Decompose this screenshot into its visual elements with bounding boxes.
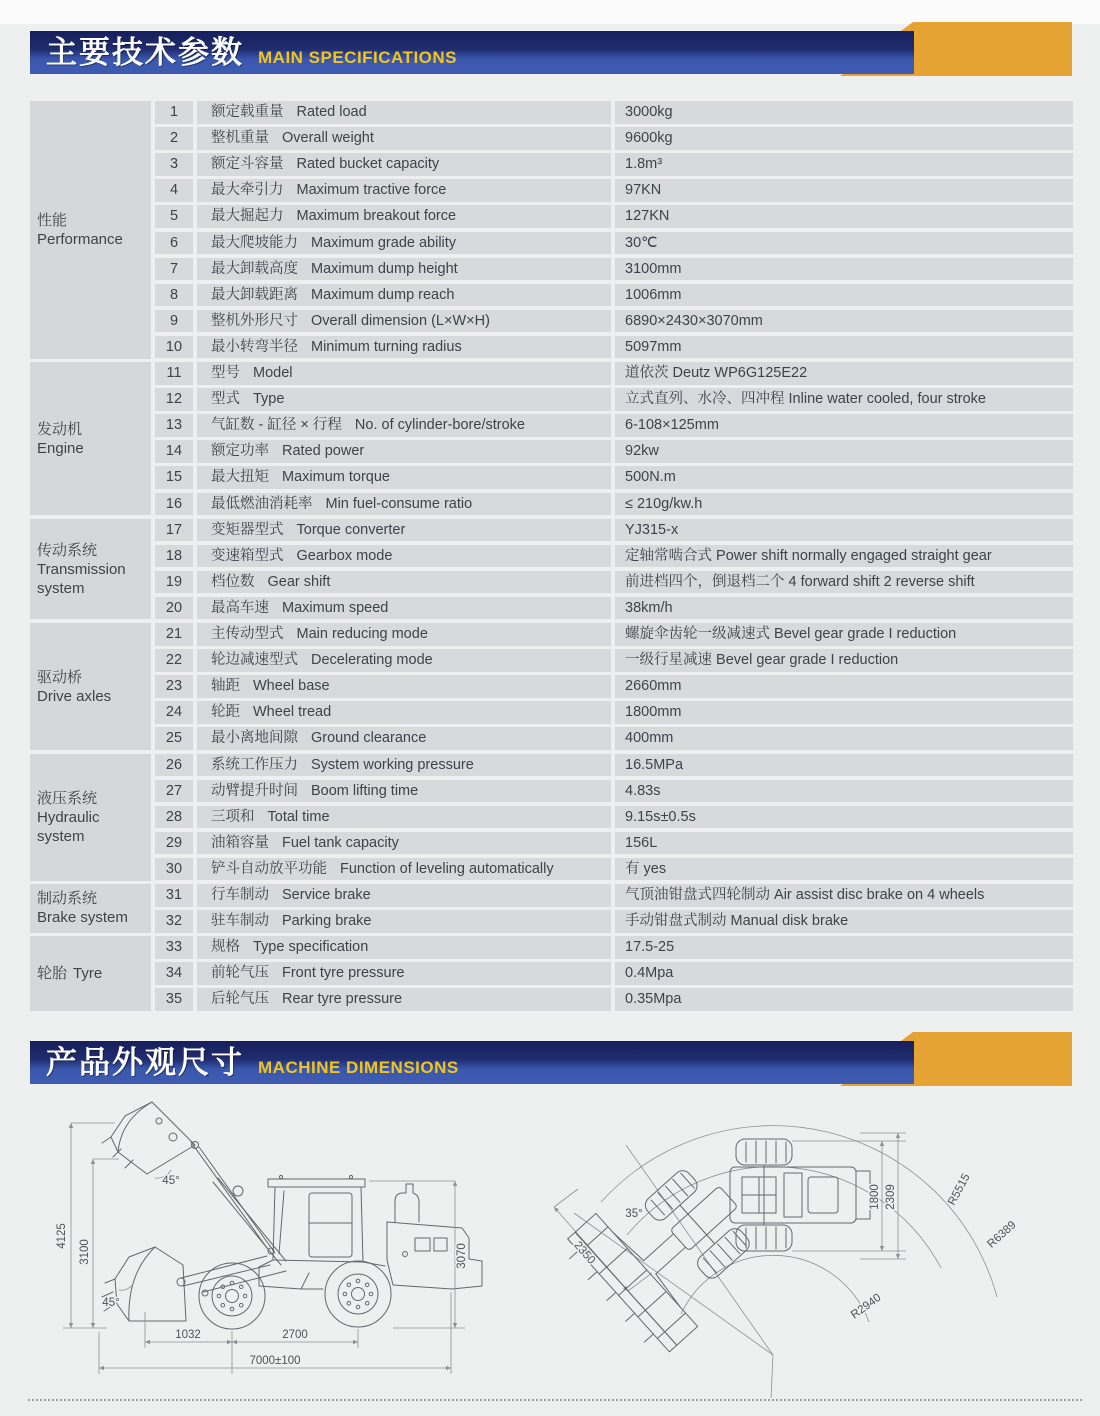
spec-name-zh: 最低燃油消耗率 [211, 495, 313, 512]
spec-row-value: 立式直列、水冷、四冲程 Inline water cooled, four stroke [615, 388, 1073, 411]
spec-name-en: Total time [267, 808, 330, 825]
spec-row-value: 92kw [615, 440, 1073, 463]
category-label-en: Brake system [37, 909, 128, 927]
spec-row-number: 9 [155, 310, 193, 333]
spec-row-name [197, 519, 611, 542]
spec-row-name [197, 336, 611, 359]
spec-row-number: 7 [155, 258, 193, 281]
spec-name-en: No. of cylinder-bore/stroke [354, 417, 525, 434]
spec-row-value: 16.5MPa [615, 754, 1073, 777]
category-label-en: Performance [37, 230, 123, 248]
table-row [155, 101, 1073, 124]
spec-row-number: 12 [155, 388, 193, 411]
loader-top-view-art [559, 1139, 870, 1360]
dim-label-overall-length: 7000±100 [249, 1355, 301, 1367]
dim-label-3070: 3070 [456, 1243, 468, 1269]
spec-row-value: 1800mm [615, 701, 1073, 724]
table-row [155, 936, 1073, 959]
category-block [30, 101, 151, 359]
spec-name-en: Maximum grade ability [311, 234, 457, 251]
spec-name-en: Maximum dump height [311, 260, 458, 277]
category-label [37, 889, 128, 927]
spec-row-number: 25 [155, 727, 193, 750]
dim-label-angle-bottom: 45° [102, 1297, 120, 1309]
dim-label-1032: 1032 [175, 1329, 201, 1341]
spec-name-zh: 整机外形尺寸 [211, 312, 298, 329]
spec-row-value: 有 yes [615, 858, 1073, 881]
category-label [37, 789, 141, 846]
category-label-en: Engine [37, 439, 84, 457]
loader-side-view-art [102, 1102, 482, 1329]
table-row [155, 545, 1073, 568]
spec-row-value: ≤ 210g/kw.h [615, 493, 1073, 516]
header-bar [30, 31, 914, 74]
table-row [155, 127, 1073, 150]
spec-row-name [197, 754, 611, 777]
spec-name-en: Parking brake [282, 913, 372, 930]
spec-name-zh: 轮距 [211, 704, 240, 721]
dim-label-2309: 2309 [885, 1184, 897, 1210]
spec-name-en: Maximum speed [282, 599, 389, 616]
spec-row-value: 17.5-25 [615, 936, 1073, 959]
table-row [155, 754, 1073, 777]
spec-name-en: System working pressure [311, 756, 474, 773]
spec-name-en: Wheel tread [253, 704, 332, 721]
spec-row-number: 29 [155, 832, 193, 855]
bottom-perforation-line [28, 1399, 1082, 1401]
header-title-zh: 产品外观尺寸 [46, 1045, 244, 1080]
spec-row-name [197, 414, 611, 437]
spec-row-name [197, 988, 611, 1011]
dim-label-2700: 2700 [282, 1329, 308, 1341]
spec-row-value: 3100mm [615, 258, 1073, 281]
spec-row-number: 31 [155, 884, 193, 907]
spec-name-zh: 驻车制动 [211, 913, 269, 930]
spec-row-number: 26 [155, 754, 193, 777]
spec-name-zh: 轴距 [211, 678, 240, 695]
spec-row-number: 18 [155, 545, 193, 568]
spec-row-number: 6 [155, 232, 193, 255]
table-row [155, 414, 1073, 437]
spec-name-zh: 最小离地间隙 [211, 730, 298, 747]
spec-row-name [197, 858, 611, 881]
spec-row-name [197, 284, 611, 307]
radius-label-outer: R6389 [985, 1218, 1019, 1251]
spec-row-number: 15 [155, 466, 193, 489]
spec-name-zh: 最大卸载高度 [211, 260, 298, 277]
spec-row-value: 97KN [615, 179, 1073, 202]
spec-row-name [197, 362, 611, 385]
turning-radius-arcs [554, 1126, 997, 1398]
spec-name-en: Maximum torque [282, 469, 390, 486]
spec-name-zh: 最小转弯半径 [211, 338, 298, 355]
spec-name-en: Rear tyre pressure [282, 991, 403, 1008]
spec-name-zh: 变矩器型式 [211, 521, 284, 538]
spec-row-value: 4.83s [615, 780, 1073, 803]
category-label [37, 211, 123, 249]
side-view-drawing [55, 1090, 485, 1392]
table-row [155, 336, 1073, 359]
spec-row-number: 34 [155, 962, 193, 985]
spec-name-en: Model [253, 365, 293, 381]
spec-row-number: 32 [155, 910, 193, 933]
radius-label-mid: R5515 [946, 1171, 973, 1208]
spec-row-value: 6890×2430×3070mm [615, 310, 1073, 333]
spec-name-zh: 轮边减速型式 [211, 652, 298, 669]
spec-name-en: Service brake [282, 887, 371, 903]
spec-row-name [197, 675, 611, 698]
dim-label-4125: 4125 [56, 1223, 68, 1249]
spec-name-zh: 档位数 [211, 573, 255, 590]
spec-row-value: 1.8m³ [615, 153, 1073, 176]
table-row [155, 858, 1073, 881]
spec-name-en: Min fuel-consume ratio [325, 495, 473, 512]
spec-name-en: Torque converter [296, 521, 406, 538]
spec-row-name [197, 310, 611, 333]
spec-name-zh: 三项和 [211, 808, 255, 825]
table-row [155, 388, 1073, 411]
spec-row-name [197, 127, 611, 150]
spec-name-zh: 系统工作压力 [211, 756, 298, 773]
spec-name-zh: 型号 [211, 365, 240, 381]
spec-row-name [197, 388, 611, 411]
category-label [37, 668, 111, 706]
category-block [30, 362, 151, 515]
spec-row-value: 3000kg [615, 101, 1073, 124]
radius-label-inner: R2940 [849, 1291, 884, 1322]
spec-name-en: Gearbox mode [296, 547, 393, 564]
spec-row-number: 24 [155, 701, 193, 724]
table-row [155, 205, 1073, 228]
header-title-en: MAIN SPECIFICATIONS [258, 48, 458, 67]
spec-name-en: Overall weight [282, 130, 374, 147]
spec-rows [155, 101, 1073, 1013]
category-block [30, 884, 151, 933]
spec-row-name [197, 832, 611, 855]
spec-row-value: 400mm [615, 727, 1073, 750]
header-title-en: MACHINE DIMENSIONS [258, 1058, 459, 1077]
spec-row-name [197, 727, 611, 750]
spec-name-zh: 最大扭矩 [211, 469, 269, 486]
spec-row-value: 5097mm [615, 336, 1073, 359]
spec-row-name [197, 545, 611, 568]
spec-row-value: 0.35Mpa [615, 988, 1073, 1011]
spec-name-en: Type [253, 391, 285, 408]
spec-row-number: 10 [155, 336, 193, 359]
table-row [155, 153, 1073, 176]
table-row [155, 701, 1073, 724]
spec-row-value: 9600kg [615, 127, 1073, 150]
table-row [155, 571, 1073, 594]
spec-row-number: 8 [155, 284, 193, 307]
spec-row-value: 道依茨 Deutz WP6G125E22 [615, 362, 1073, 385]
spec-row-name [197, 806, 611, 829]
spec-name-zh: 最大卸载距离 [211, 286, 298, 303]
spec-row-name [197, 179, 611, 202]
spec-row-number: 3 [155, 153, 193, 176]
spec-name-en: Ground clearance [311, 730, 427, 747]
spec-row-name [197, 623, 611, 646]
spec-name-zh: 最高车速 [211, 599, 269, 616]
spec-row-number: 20 [155, 597, 193, 620]
table-row [155, 258, 1073, 281]
spec-row-number: 5 [155, 205, 193, 228]
spec-name-en: Rated load [296, 104, 367, 120]
table-row [155, 806, 1073, 829]
spec-name-en: Gear shift [267, 573, 331, 590]
table-row [155, 519, 1073, 542]
table-row [155, 362, 1073, 385]
spec-name-zh: 铲斗自动放平功能 [211, 860, 327, 877]
category-label [37, 541, 141, 598]
spec-name-zh: 额定斗容量 [211, 156, 284, 173]
spec-row-name [197, 101, 611, 124]
spec-name-zh: 行车制动 [211, 887, 269, 903]
spec-row-name [197, 597, 611, 620]
spec-row-value: 螺旋伞齿轮一级减速式 Bevel gear grade I reduction [615, 623, 1073, 646]
spec-row-number: 21 [155, 623, 193, 646]
spec-row-value: 500N.m [615, 466, 1073, 489]
spec-row-number: 22 [155, 649, 193, 672]
spec-row-number: 19 [155, 571, 193, 594]
spec-row-value: 1006mm [615, 284, 1073, 307]
spec-row-name [197, 962, 611, 985]
spec-row-value: 127KN [615, 205, 1073, 228]
spec-row-number: 28 [155, 806, 193, 829]
table-row [155, 310, 1073, 333]
spec-row-number: 11 [155, 362, 193, 385]
spec-row-value: 定轴常啮合式 Power shift normally engaged straight gear [615, 545, 1073, 568]
spec-row-name [197, 232, 611, 255]
spec-name-zh: 最大牵引力 [211, 182, 284, 199]
spec-name-zh: 额定功率 [211, 443, 269, 460]
spec-name-en: Decelerating mode [311, 652, 433, 669]
table-row [155, 623, 1073, 646]
table-row [155, 440, 1073, 463]
spec-row-number: 1 [155, 101, 193, 124]
spec-row-number: 16 [155, 493, 193, 516]
page-top-margin [0, 0, 1100, 24]
spec-name-zh: 油箱容量 [211, 834, 269, 851]
category-label-zh: 制动系统 [37, 890, 98, 908]
spec-row-name [197, 571, 611, 594]
spec-name-en: Main reducing mode [296, 626, 428, 642]
spec-name-zh: 主传动型式 [211, 626, 284, 642]
top-view-drawing [530, 1085, 1090, 1400]
table-row [155, 962, 1073, 985]
dim-label-3100: 3100 [79, 1239, 91, 1265]
spec-row-value: 9.15s±0.5s [615, 806, 1073, 829]
spec-name-en: Overall dimension (L×W×H) [311, 312, 490, 329]
category-label-en: Hydraulic system [37, 808, 100, 845]
spec-row-name [197, 258, 611, 281]
header-bar [30, 1041, 914, 1084]
table-row [155, 179, 1073, 202]
spec-row-number: 27 [155, 780, 193, 803]
category-block [30, 936, 151, 1011]
spec-name-en: Rated power [282, 443, 365, 460]
spec-name-en: Function of leveling automatically [340, 860, 554, 877]
spec-name-en: Minimum turning radius [311, 338, 462, 355]
table-row [155, 649, 1073, 672]
spec-row-name [197, 440, 611, 463]
spec-row-value: 156L [615, 832, 1073, 855]
spec-row-name [197, 466, 611, 489]
category-label [37, 420, 84, 458]
spec-row-number: 13 [155, 414, 193, 437]
header-title-zh: 主要技术参数 [46, 35, 244, 70]
category-block [30, 519, 151, 620]
spec-row-value: 一级行星减速 Bevel gear grade I reduction [615, 649, 1073, 672]
spec-name-zh: 气缸数 - 缸径 × 行程 [211, 417, 342, 434]
spec-row-number: 23 [155, 675, 193, 698]
spec-row-value: 38km/h [615, 597, 1073, 620]
table-row [155, 780, 1073, 803]
category-block [30, 623, 151, 750]
table-row [155, 675, 1073, 698]
category-label-zh: 驱动桥 [37, 668, 83, 686]
spec-row-number: 30 [155, 858, 193, 881]
table-row [155, 284, 1073, 307]
category-column [30, 101, 151, 1013]
spec-row-number: 14 [155, 440, 193, 463]
spec-row-name [197, 910, 611, 933]
side-view-dimension-lines [63, 1123, 465, 1374]
dim-label-angle-top: 45° [162, 1175, 180, 1187]
spec-row-value: 气顶油钳盘式四轮制动 Air assist disc brake on 4 wheels [615, 884, 1073, 907]
table-row [155, 466, 1073, 489]
dim-label-articulation-angle: 35° [625, 1208, 643, 1220]
spec-row-name [197, 493, 611, 516]
category-label [37, 964, 102, 983]
table-row [155, 884, 1073, 907]
spec-name-zh: 规格 [211, 939, 240, 956]
spec-row-number: 17 [155, 519, 193, 542]
spec-name-en: Front tyre pressure [282, 965, 405, 982]
table-row [155, 232, 1073, 255]
spec-name-zh: 后轮气压 [211, 991, 269, 1008]
spec-row-value: 前进档四个，倒退档二个 4 forward shift 2 reverse shift [615, 571, 1073, 594]
spec-name-zh: 动臂提升时间 [211, 782, 298, 799]
spec-row-value: 2660mm [615, 675, 1073, 698]
spec-row-name [197, 780, 611, 803]
table-row [155, 727, 1073, 750]
spec-name-en: Type specification [253, 939, 369, 956]
dim-label-1800: 1800 [869, 1184, 881, 1210]
spec-row-value: 手动钳盘式制动 Manual disk brake [615, 910, 1073, 933]
category-label-zh: 性能 [37, 211, 68, 229]
spec-row-value: YJ315-x [615, 519, 1073, 542]
dim-label-2350: 2350 [571, 1239, 598, 1267]
spec-row-name [197, 884, 611, 907]
category-label-en: Transmission system [37, 560, 126, 597]
spec-name-zh: 整机重量 [211, 130, 269, 147]
spec-row-value: 0.4Mpa [615, 962, 1073, 985]
table-row [155, 832, 1073, 855]
spec-name-en: Rated bucket capacity [296, 156, 440, 173]
category-label-zh: 液压系统 [37, 789, 98, 807]
spec-row-number: 35 [155, 988, 193, 1011]
spec-name-en: Fuel tank capacity [282, 834, 399, 851]
category-block [30, 754, 151, 881]
category-label-zh: 传动系统 [37, 541, 98, 559]
category-label-en: Drive axles [37, 687, 112, 705]
table-row [155, 493, 1073, 516]
spec-name-zh: 额定载重量 [211, 104, 284, 120]
spec-row-number: 33 [155, 936, 193, 959]
table-row [155, 988, 1073, 1011]
spec-name-zh: 变速箱型式 [211, 547, 284, 564]
spec-row-number: 4 [155, 179, 193, 202]
spec-name-zh: 最大掘起力 [211, 208, 284, 225]
spec-name-en: Maximum tractive force [296, 182, 447, 199]
spec-name-zh: 型式 [211, 391, 240, 408]
spec-row-name [197, 649, 611, 672]
category-label-zh: 发动机 [37, 420, 83, 438]
spec-row-value: 6-108×125mm [615, 414, 1073, 437]
spec-name-zh: 前轮气压 [211, 965, 269, 982]
table-row [155, 597, 1073, 620]
spec-row-name [197, 205, 611, 228]
spec-name-en: Boom lifting time [311, 782, 419, 799]
category-label-en: Tyre [73, 965, 103, 983]
spec-name-en: Maximum breakout force [296, 208, 457, 225]
spec-name-en: Wheel base [253, 678, 330, 695]
table-row [155, 910, 1073, 933]
category-label-zh: 轮胎 [37, 965, 68, 983]
spec-row-name [197, 701, 611, 724]
spec-row-name [197, 153, 611, 176]
spec-row-number: 2 [155, 127, 193, 150]
spec-row-value: 30℃ [615, 232, 1073, 255]
spec-name-en: Maximum dump reach [311, 286, 455, 303]
spec-row-name [197, 936, 611, 959]
spec-name-zh: 最大爬坡能力 [211, 234, 298, 251]
